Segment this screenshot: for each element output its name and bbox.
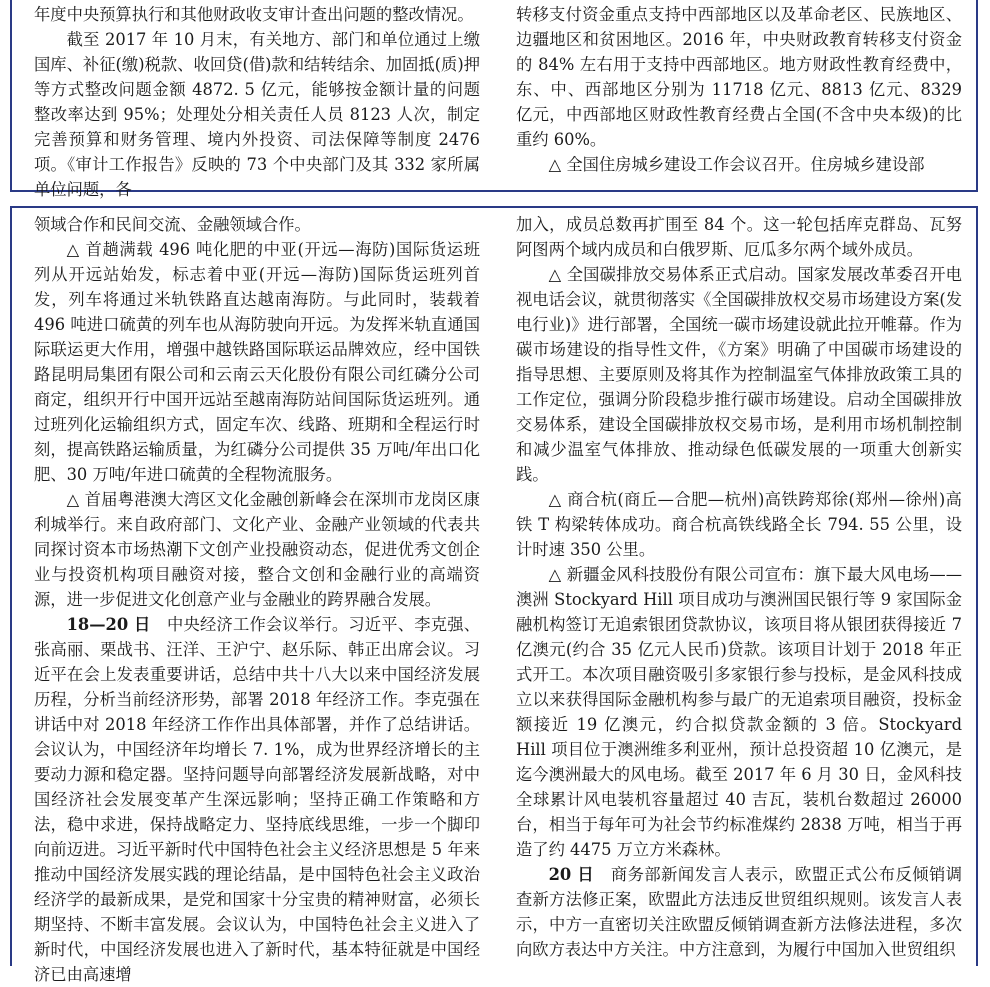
paragraph: △ 首趟满载 496 吨化肥的中亚(开远—海防)国际货运班列从开远站始发，标志着中亚(开远—海防)国际货运班列首发，列车将通过米轨铁路直达越南海防。与此同时，装载着 496 吨进口硫黄的列车也从海防驶向开远。为发挥米轨直通国际联运更大作用，增强中越铁路国际联运品牌效应，经中国铁路昆明局集团有限公司和云南云天化股份有限公司红磷分公司商定，组织开行中国开远站至越南海防站间国际货运班列。通过班列化运输组织方式，固定车次、线路、班期和全程运行时刻，提高铁路运输质量，为红磷分公司提供 35 万吨/年出口化肥、30 万吨/年进口硫黄的全程物流服务。 — [34, 240, 480, 484]
paragraph: △ 新疆金风科技股份有限公司宣布：旗下最大风电场——澳洲 Stockyard Hill 项目成功与澳洲国民银行等 9 家国际金融机构签订无追索银团贷款协议，该项目将从银团获得接近 7 亿澳元(约合 35 亿元人民币)贷款。该项目计划于 2018 年正式开工。本次项目融资吸引多家银行参与投标，是金风科技成立以来获得国际金融机构参与最广的无追索项目融资，投标金额接近 19 亿澳元，约合拟贷款金额的 3 倍。Stockyard Hill 项目位于澳洲维多利亚州，预计总投资超 10 亿澳元，是迄今澳洲最大的风电场。截至 2017 年 6 月 30 日，金风科技全球累计风电装机容量超过 40 吉瓦，装机台数超过 26000 台，相当于每年可为社会节约标准煤约 2838 万吨，相当于再造了约 4475 万立方米森林。 — [516, 565, 962, 859]
bottom-right-column — [494, 208, 976, 966]
paragraph: 18—20 日 中央经济工作会议举行。习近平、李克强、张高丽、栗战书、汪洋、王沪宁、赵乐际、韩正出席会议。习近平在会上发表重要讲话，总结中共十八大以来中国经济发展历程，分析当前经济形势，部署 2018 年经济工作。李克强在讲话中对 2018 年经济工作作出具体部署，并作了总结讲话。会议认为，中国经济年均增长 7. 1%，成为世界经济增长的主要动力源和稳定器。坚持问题导向部署经济发展新战略，对中国经济社会发展变革产生深远影响；坚持正确工作策略和方法，稳中求进，保持战略定力、坚持底线思维，一步一个脚印向前迈进。习近平新时代中国特色社会主义经济思想是 5 年来推动中国经济发展实践的理论结晶，是中国特色社会主义政治经济学的最新成果，是党和国家十分宝贵的精神财富，必须长期坚持、不断丰富发展。会议认为，中国特色社会主义进入了新时代，中国经济发展也进入了新时代，基本特征就是中国经济已由高速增 — [34, 615, 480, 984]
paragraph: 20 日 商务部新闻发言人表示，欧盟正式公布反倾销调查新方法修正案，欧盟此方法违反世贸组织规则。该发言人表示，中方一直密切关注欧盟反倾销调查新方法修法进程，多次向欧方表达中方关注。中方注意到，为履行中国加入世贸组织 — [516, 865, 962, 959]
triangle-bullet-icon: △ — [66, 490, 80, 509]
paragraph: 加入，成员总数再扩围至 84 个。这一轮包括库克群岛、瓦努阿图两个域内成员和白俄罗斯、厄瓜多尔两个域外成员。 — [516, 215, 962, 259]
triangle-bullet-icon: △ — [548, 265, 562, 284]
top-left-column — [12, 0, 494, 199]
paragraph: △ 全国碳排放交易体系正式启动。国家发展改革委召开电视电话会议，就贯彻落实《全国碳排放权交易市场建设方案(发电行业)》进行部署，全国统一碳市场建设就此拉开帷幕。作为碳市场建设的指导性文件，《方案》明确了中国碳市场建设的指导思想、主要原则及将其作为控制温室气体排放政策工具的工作定位，强调分阶段稳步推行碳市场建设。启动全国碳排放交易体系，建设全国碳排放权交易市场，是利用市场机制控制和减少温室气体排放、推动绿色低碳发展的一项重大创新实践。 — [516, 265, 962, 484]
top-right-column — [494, 0, 976, 190]
date-label: 18—20 日 — [66, 615, 151, 634]
bottom-left-column — [12, 208, 494, 984]
bottom-text-panel — [10, 206, 978, 984]
triangle-bullet-icon: △ — [548, 155, 562, 174]
paragraph: 转移支付资金重点支持中西部地区以及革命老区、民族地区、边疆地区和贫困地区。2016 年，中央财政教育转移支付资金的 84% 左右用于支持中西部地区。地方财政性教育经费中，东、中、西部地区分别为 11718 亿元、8813 亿元、8329 亿元，中西部地区财政性教育经费占全国(不含中央本级)的比重约 60%。 — [516, 5, 962, 149]
paragraph: 年度中央预算执行和其他财政收支审计查出问题的整改情况。 — [34, 5, 474, 24]
paragraph: △ 首届粤港澳大湾区文化金融创新峰会在深圳市龙岗区康利城举行。来自政府部门、文化产业、金融产业领域的代表共同探讨资本市场热潮下文创产业投融资动态，促进优秀文创企业与投资机构项目融资对接，整合文创和金融行业的高端资源，进一步促进文化创意产业与金融业的跨界融合发展。 — [34, 490, 480, 609]
triangle-bullet-icon: △ — [548, 490, 562, 509]
triangle-bullet-icon: △ — [548, 565, 562, 584]
top-text-panel — [10, 0, 978, 199]
date-label: 20 日 — [548, 865, 595, 884]
paragraph: △ 全国住房城乡建设工作会议召开。住房城乡建设部 — [548, 155, 925, 174]
triangle-bullet-icon: △ — [66, 240, 80, 259]
paragraph: △ 商合杭(商丘—合肥—杭州)高铁跨郑徐(郑州—徐州)高铁 T 构梁转体成功。商合杭高铁线路全长 794. 55 公里，设计时速 350 公里。 — [516, 490, 962, 559]
paragraph: 领域合作和民间交流、金融领域合作。 — [34, 215, 311, 234]
paragraph: 截至 2017 年 10 月末，有关地方、部门和单位通过上缴国库、补征(缴)税款、收回贷(借)款和结转结余、加固抵(质)押等方式整改问题金额 4872. 5 亿元，能够按金额计量的问题整改率达到 95%；处理处分相关责任人员 8123 人次，制定完善预算和财务管理、境内外投资、司法保障等制度 2476 项。《审计工作报告》反映的 73 个中央部门及其 332 家所属单位问题，各 — [34, 30, 480, 199]
